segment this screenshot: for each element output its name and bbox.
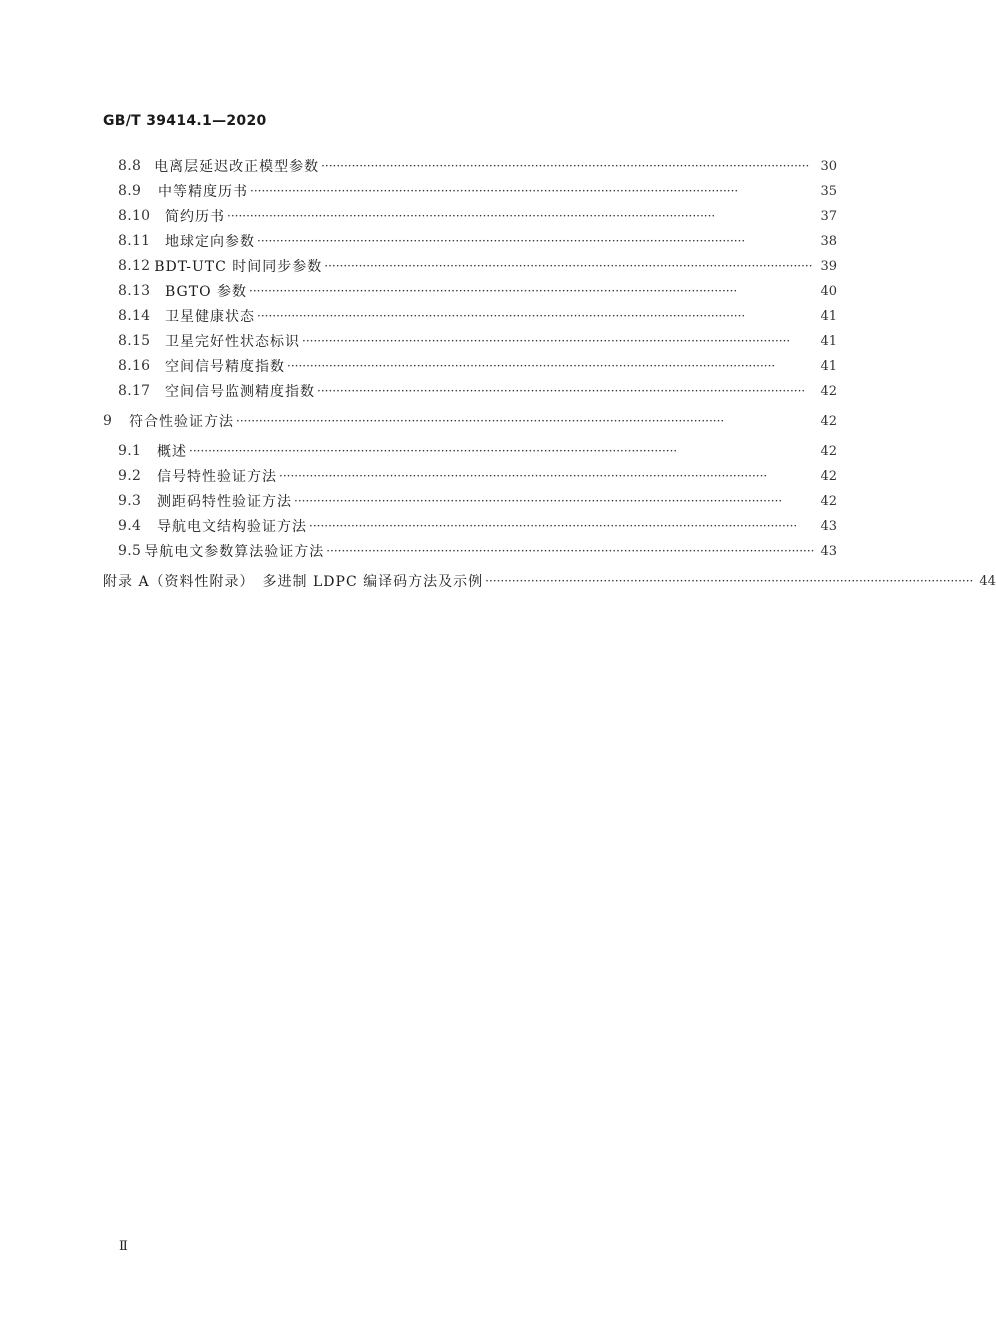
toc-entry-number: 8.14 (118, 308, 151, 324)
toc-entry-number: 8.9 (118, 183, 142, 199)
toc-leader-dots: ································································································································ (485, 574, 974, 588)
toc-entry[interactable] (0, 305, 950, 327)
toc-entry[interactable] (0, 380, 950, 402)
toc-entry-page: 42 (820, 383, 837, 399)
toc-entry-page: 42 (820, 443, 837, 459)
toc-entry-page: 41 (820, 358, 837, 374)
toc-entry-page: 40 (820, 283, 837, 299)
toc-entry-title: 符合性验证方法 (129, 414, 234, 430)
toc-entry-page: 44 (979, 573, 996, 589)
toc-entry[interactable] (0, 540, 950, 562)
toc-entry-number: 8.13 (118, 283, 151, 299)
toc-entry-title: 空间信号监测精度指数 (165, 384, 315, 400)
toc-entry-title: 附录 A（资料性附录） 多进制 LDPC 编译码方法及示例 (103, 574, 484, 590)
toc-entry-page: 42 (820, 468, 837, 484)
toc-entry-appendix[interactable] (0, 570, 996, 592)
toc-leader-dots: ································································································································ (249, 284, 738, 298)
toc-leader-dots: ································································································································ (302, 334, 791, 348)
toc-entry-page: 41 (820, 333, 837, 349)
toc-leader-dots: ································································································································ (309, 519, 798, 533)
toc-entry-number: 8.8 (118, 158, 142, 174)
toc-entry-page: 43 (820, 518, 837, 534)
toc-entry-title: 地球定向参数 (165, 234, 255, 250)
toc-entry[interactable] (0, 355, 950, 377)
toc-entry-number: 8.17 (118, 383, 151, 399)
toc-entry-page: 38 (820, 233, 837, 249)
toc-leader-dots: ································································································································ (227, 209, 716, 223)
toc-entry-page: 42 (820, 413, 837, 429)
toc-entry-title: BGTO 参数 (165, 284, 247, 300)
toc-leader-dots: ································································································································ (324, 259, 813, 273)
toc-entry-page: 42 (820, 493, 837, 509)
toc-entry-page: 39 (820, 258, 837, 274)
toc-entry-title: 电离层延迟改正模型参数 (154, 159, 320, 175)
toc-entry[interactable] (0, 515, 950, 537)
toc-entry-title: 信号特性验证方法 (157, 469, 277, 485)
toc-entry[interactable] (0, 205, 950, 227)
toc-entry-page: 43 (820, 543, 837, 559)
toc-entry-number: 8.16 (118, 358, 151, 374)
toc-entry-title: 空间信号精度指数 (165, 359, 285, 375)
toc-entry-number: 8.15 (118, 333, 151, 349)
toc-entry-number: 9.5 (118, 543, 142, 559)
toc-entry[interactable] (0, 410, 950, 432)
toc-leader-dots: ································································································································ (236, 414, 725, 428)
toc-leader-dots: ································································································································ (294, 494, 783, 508)
toc-entry-title: 导航电文结构验证方法 (157, 519, 307, 535)
toc-entry-title: 测距码特性验证方法 (157, 494, 292, 510)
toc-entry-number: 9 (103, 413, 113, 429)
toc-entry[interactable] (0, 230, 950, 252)
toc-entry-page: 37 (820, 208, 837, 224)
toc-entry-number: 8.11 (118, 233, 151, 249)
toc-entry[interactable] (0, 490, 950, 512)
toc-leader-dots: ································································································································ (287, 359, 776, 373)
toc-entry[interactable] (0, 280, 950, 302)
toc-leader-dots: ································································································································ (279, 469, 768, 483)
toc-entry-number: 9.4 (118, 518, 142, 534)
document-code: GB/T 39414.1—2020 (103, 113, 267, 129)
toc-leader-dots: ································································································································ (257, 309, 746, 323)
toc-entry-number: 8.10 (118, 208, 151, 224)
toc-entry[interactable] (0, 180, 950, 202)
toc-entry-page: 41 (820, 308, 837, 324)
toc-entry[interactable] (0, 330, 950, 352)
toc-leader-dots: ································································································································ (257, 234, 746, 248)
toc-entry-number: 9.3 (118, 493, 142, 509)
toc-leader-dots: ································································································································ (321, 159, 810, 173)
toc-entry[interactable] (0, 440, 950, 462)
toc-entry[interactable] (0, 255, 950, 277)
toc-entry-title: 中等精度历书 (158, 184, 248, 200)
toc-entry[interactable] (0, 155, 950, 177)
toc-entry-title: BDT-UTC 时间同步参数 (154, 259, 323, 275)
toc-entry-page: 35 (820, 183, 837, 199)
toc-entry[interactable] (0, 465, 950, 487)
toc-leader-dots: ································································································································ (250, 184, 739, 198)
toc-entry-title: 导航电文参数算法验证方法 (144, 544, 325, 560)
toc-entry-title: 概述 (157, 444, 187, 460)
toc-entry-page: 30 (820, 158, 837, 174)
toc-entry-number: 8.12 (118, 258, 151, 274)
toc-entry-title: 简约历书 (165, 209, 225, 225)
page-number: Ⅱ (119, 1239, 128, 1254)
toc-leader-dots: ································································································································ (326, 544, 815, 558)
toc-entry-number: 9.2 (118, 468, 142, 484)
toc-entry-title: 卫星完好性状态标识 (165, 334, 300, 350)
toc-leader-dots: ································································································································ (189, 444, 678, 458)
toc-leader-dots: ································································································································ (317, 384, 806, 398)
toc-entry-title: 卫星健康状态 (165, 309, 255, 325)
toc-entry-number: 9.1 (118, 443, 142, 459)
